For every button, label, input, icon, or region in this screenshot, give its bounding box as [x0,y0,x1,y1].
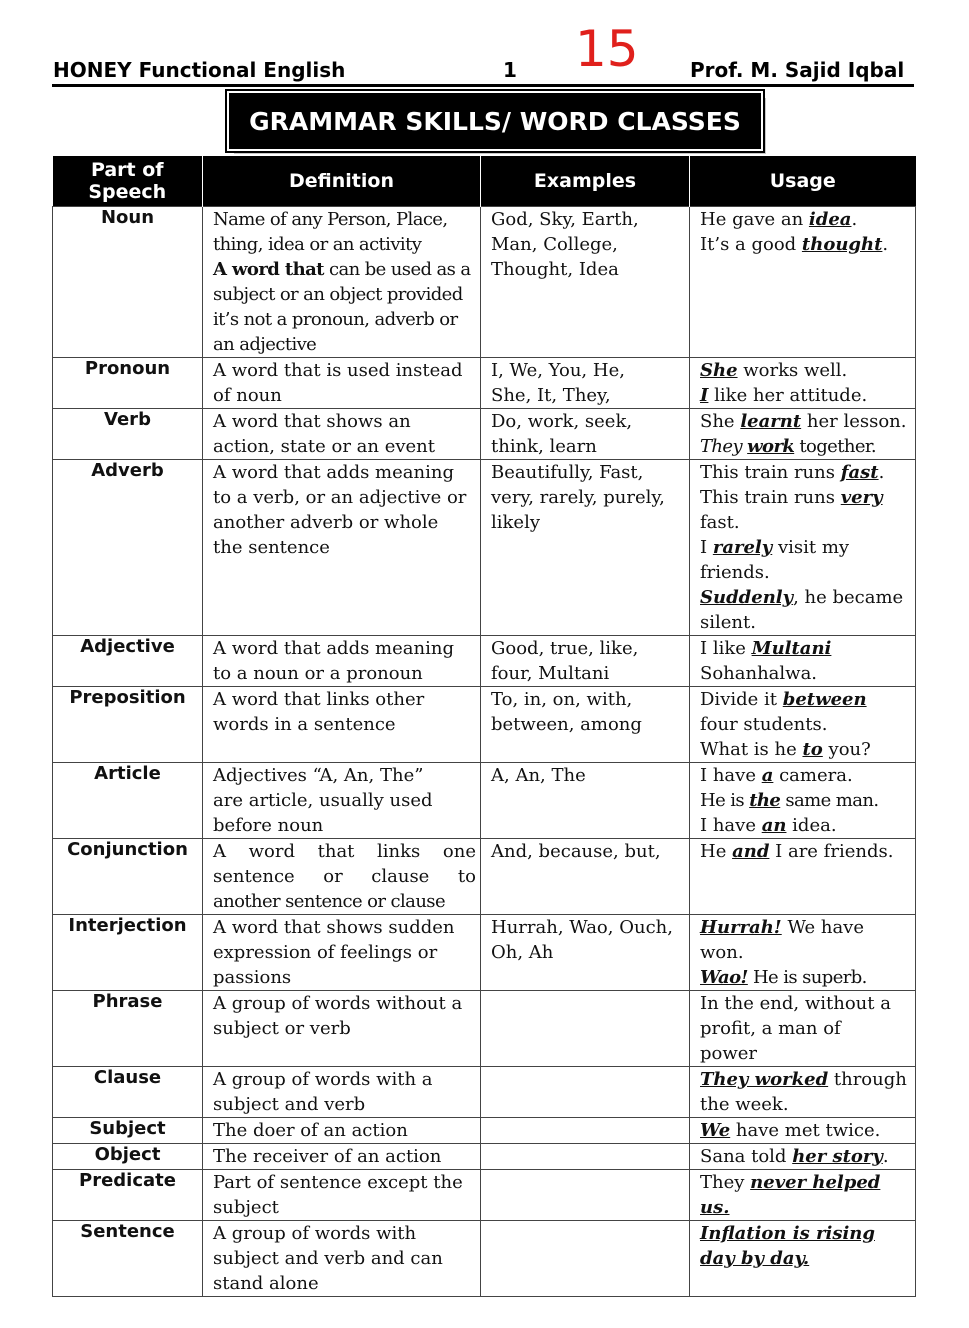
header-book-title: HONEY Functional English [53,58,346,82]
examples-cell [481,915,690,991]
usage-line [700,207,911,232]
definition-cell [203,409,481,460]
example-line: Beautifully, Fast, [491,462,644,483]
usage-text: I have [700,765,762,786]
usage-text: He is [700,790,750,811]
usage-highlight: fast [840,462,879,483]
table-row [53,636,916,687]
page-title: GRAMMAR SKILLS/ WORD CLASSES [227,91,763,151]
usage-line [700,1118,911,1143]
usage-line: In the end, without a [700,993,891,1014]
usage-cell [690,915,916,991]
usage-text: like her attitude. [708,385,868,406]
examples-cell [481,358,690,409]
usage-cell [690,1118,916,1144]
table-row [53,1170,916,1221]
table-row [53,1067,916,1118]
usage-cell [690,1144,916,1170]
definition-line: The receiver of an action [213,1146,442,1167]
usage-cell [690,358,916,409]
table-row [53,687,916,763]
usage-highlight: us. [700,1197,730,1218]
usage-line [700,636,911,661]
definition-line: A word that shows sudden [213,917,455,938]
examples-cell [481,207,690,358]
usage-text: . [882,1146,889,1167]
definition-line: of noun [213,385,282,406]
usage-highlight: thought [801,234,883,255]
definition-cell [203,1144,481,1170]
definition-line: A word that links other [213,689,425,710]
definition-cell [203,1170,481,1221]
definition-cell [203,460,481,636]
usage-line: friends. [700,562,770,583]
part-of-speech-cell: Noun [53,207,203,358]
usage-line [700,813,911,838]
example-line: Do, work, seek, [491,411,633,432]
definition-cell [203,636,481,687]
definition-line: before noun [213,815,324,836]
usage-text: idea. [786,815,837,836]
usage-highlight: They worked [700,1069,829,1090]
usage-text: together. [799,436,877,457]
definition-line: Part of sentence except the [213,1172,463,1193]
definition-line: words in a sentence [213,714,396,735]
usage-text: He gave an [700,209,809,230]
examples-cell [481,991,690,1067]
usage-highlight: Wao! [700,967,748,988]
usage-text: I are friends. [769,841,894,862]
part-of-speech-cell: Clause [53,1067,203,1118]
definition-line: are article, usually used [213,790,433,811]
usage-text: He [700,841,733,862]
usage-line [700,535,911,560]
usage-highlight: to [802,739,823,760]
examples-cell [481,409,690,460]
usage-line [700,1221,911,1246]
examples-cell [481,1170,690,1221]
part-of-speech-cell: Subject [53,1118,203,1144]
usage-cell [690,839,916,915]
example-line: think, learn [491,436,597,457]
definition-line: an adjective [213,334,317,355]
usage-line [700,965,911,990]
usage-line: silent. [700,612,756,633]
table-row [53,1144,916,1170]
definition-line: subject or verb [213,1018,351,1039]
definition-line: A word that links one [213,841,476,862]
definition-line: stand alone [213,1273,319,1294]
usage-line [700,788,911,813]
usage-cell [690,1221,916,1297]
usage-line [700,232,911,257]
table-row [53,460,916,636]
definition-line: to a noun or a pronoun [213,663,423,684]
usage-line: power [700,1043,758,1064]
definition-line: The doer of an action [213,1120,408,1141]
usage-cell [690,636,916,687]
usage-highlight: idea [808,209,852,230]
usage-cell [690,687,916,763]
usage-highlight: She [700,360,738,381]
header-rule [52,84,914,87]
example-line: God, Sky, Earth, [491,209,639,230]
definition-cell [203,991,481,1067]
usage-text: you? [822,739,871,760]
usage-highlight: learnt [740,411,802,432]
examples-cell [481,687,690,763]
definition-line: another adverb or whole [213,512,439,533]
usage-highlight: Inflation is rising [700,1223,875,1244]
usage-text: He is superb. [747,967,867,988]
part-of-speech-cell: Phrase [53,991,203,1067]
examples-cell [481,1118,690,1144]
usage-line: fast. [700,512,740,533]
usage-highlight: very [840,487,883,508]
definition-line: sentence or clause to [213,866,476,887]
usage-text: through [828,1069,907,1090]
part-of-speech-cell: Adverb [53,460,203,636]
usage-line: Sohanhalwa. [700,663,818,684]
definition-line: A group of words with [213,1223,417,1244]
example-line: A, An, The [491,765,586,786]
table-row [53,358,916,409]
example-line: To, in, on, with, [491,689,633,710]
definition-cell [203,763,481,839]
example-line: between, among [491,714,642,735]
usage-text: I have [700,815,762,836]
example-line: very, rarely, purely, [491,487,665,508]
example-line: Oh, Ah [491,942,554,963]
page-number: 15 [575,20,639,78]
part-of-speech-cell: Sentence [53,1221,203,1297]
usage-highlight: work [747,436,795,457]
usage-highlight: a [761,765,774,786]
definition-line: expression of feelings or [213,942,438,963]
definition-line: subject or an object provided [213,284,463,305]
usage-text: same man. [780,790,879,811]
usage-text: We have [781,917,864,938]
definition-line: another sentence or clause [213,891,445,912]
table-row [53,207,916,358]
word-classes-table [52,156,916,1297]
usage-cell [690,460,916,636]
definition-line: it’s not a pronoun, adverb or [213,309,458,330]
table-row [53,839,916,915]
usage-cell [690,1067,916,1118]
usage-text: . [878,462,885,483]
usage-text: , he became [793,587,904,608]
usage-highlight: Suddenly [700,587,794,608]
usage-line: profit, a man of [700,1018,841,1039]
definition-cell [203,1118,481,1144]
usage-text: works well. [737,360,848,381]
usage-line [700,839,911,864]
example-line: She, It, They, [491,385,611,406]
usage-text: her lesson. [801,411,907,432]
table-row [53,1118,916,1144]
part-of-speech-cell: Pronoun [53,358,203,409]
usage-text: It’s a good [700,234,802,255]
usage-line [700,1170,911,1195]
usage-text: Sana told [700,1146,793,1167]
example-line: four, Multani [491,663,610,684]
usage-highlight: Multani [751,638,832,659]
usage-highlight: day by day. [700,1248,810,1269]
part-of-speech-cell: Adjective [53,636,203,687]
examples-cell [481,1144,690,1170]
table-row [53,763,916,839]
usage-text: visit my [772,537,850,558]
examples-cell [481,1067,690,1118]
definition-emphasis: A word that [213,259,324,280]
usage-line [700,1246,911,1271]
usage-text: Divide it [700,689,783,710]
usage-text: This train runs [700,487,841,508]
usage-line [700,1195,911,1220]
definition-line: subject and verb [213,1094,366,1115]
example-line: Man, College, [491,234,618,255]
part-of-speech-cell: Conjunction [53,839,203,915]
usage-line [700,585,911,610]
usage-line: four students. [700,714,828,735]
usage-line [700,434,911,459]
usage-text: What is he [700,739,803,760]
definition-line: A group of words with a [213,1069,433,1090]
definition-line: Adjectives “A, An, The” [213,765,424,786]
examples-cell [481,460,690,636]
usage-cell [690,991,916,1067]
usage-highlight: We [700,1120,731,1141]
column-header-usage: Usage [690,156,916,207]
part-of-speech-cell: Article [53,763,203,839]
usage-highlight: the [749,790,781,811]
usage-line [700,1144,911,1169]
definition-line [213,257,476,282]
definition-line: passions [213,967,292,988]
definition-cell [203,358,481,409]
usage-text: I like [700,638,752,659]
definition-line: A word that shows an [213,411,411,432]
example-line: Thought, Idea [491,259,619,280]
definition-line: thing, idea or an activity [213,234,422,255]
definition-line: Name of any Person, Place, [213,209,448,230]
example-line: Hurrah, Wao, Ouch, [491,917,673,938]
usage-line: the week. [700,1094,789,1115]
usage-line [700,1067,911,1092]
definition-line: subject [213,1197,279,1218]
definition-text: can be used as a [328,259,471,280]
part-of-speech-cell: Preposition [53,687,203,763]
part-of-speech-cell: Predicate [53,1170,203,1221]
definition-cell [203,915,481,991]
usage-cell [690,207,916,358]
usage-text: have met twice. [730,1120,881,1141]
usage-highlight: an [761,815,787,836]
example-line: And, because, but, [491,841,661,862]
definition-line: A group of words without a [213,993,463,1014]
examples-cell [481,636,690,687]
usage-highlight: rarely [712,537,773,558]
column-header-examples: Examples [481,156,690,207]
usage-line [700,358,911,383]
usage-italic: They [700,436,743,457]
definition-line: the sentence [213,537,330,558]
part-of-speech-cell: Verb [53,409,203,460]
table-row [53,409,916,460]
header-author: Prof. M. Sajid Iqbal [690,58,905,82]
usage-text: She [700,411,741,432]
column-header-part-of-speech: Part of Speech [53,156,203,207]
usage-text: camera. [773,765,853,786]
usage-text: . [851,209,858,230]
usage-line [700,409,911,434]
example-line: Good, true, like, [491,638,639,659]
definition-line: to a verb, or an adjective or [213,487,467,508]
usage-line: won. [700,942,744,963]
definition-cell [203,207,481,358]
usage-highlight: and [732,841,770,862]
usage-line [700,485,911,510]
usage-highlight: Hurrah! [700,917,782,938]
table-row [53,915,916,991]
definition-line: action, state or an event [213,436,435,457]
usage-cell [690,1170,916,1221]
usage-line [700,763,911,788]
definition-cell [203,687,481,763]
examples-cell [481,1221,690,1297]
definition-line: subject and verb and can [213,1248,443,1269]
definition-line: A word that adds meaning [213,638,454,659]
definition-cell [203,1221,481,1297]
usage-cell [690,763,916,839]
definition-cell [203,839,481,915]
usage-text: They [700,1172,751,1193]
examples-cell [481,839,690,915]
usage-text: I [700,537,713,558]
usage-cell [690,409,916,460]
column-header-definition: Definition [203,156,481,207]
definition-cell [203,1067,481,1118]
example-line: likely [491,512,540,533]
definition-line: A word that is used instead [213,360,463,381]
usage-highlight: never helped [750,1172,881,1193]
usage-line [700,460,911,485]
usage-line [700,915,911,940]
usage-text: . [882,234,889,255]
table-row [53,991,916,1067]
usage-highlight: I [700,385,709,406]
usage-line [700,687,911,712]
usage-text: This train runs [700,462,841,483]
usage-highlight: between [782,689,867,710]
examples-cell [481,763,690,839]
definition-line: A word that adds meaning [213,462,454,483]
part-of-speech-cell: Object [53,1144,203,1170]
table-header-row [53,156,916,207]
table-row [53,1221,916,1297]
example-line: I, We, You, He, [491,360,625,381]
usage-highlight: her story [792,1146,883,1167]
usage-line [700,383,911,408]
part-of-speech-cell: Interjection [53,915,203,991]
usage-line [700,737,911,762]
header-chapter-number: 1 [503,58,517,82]
